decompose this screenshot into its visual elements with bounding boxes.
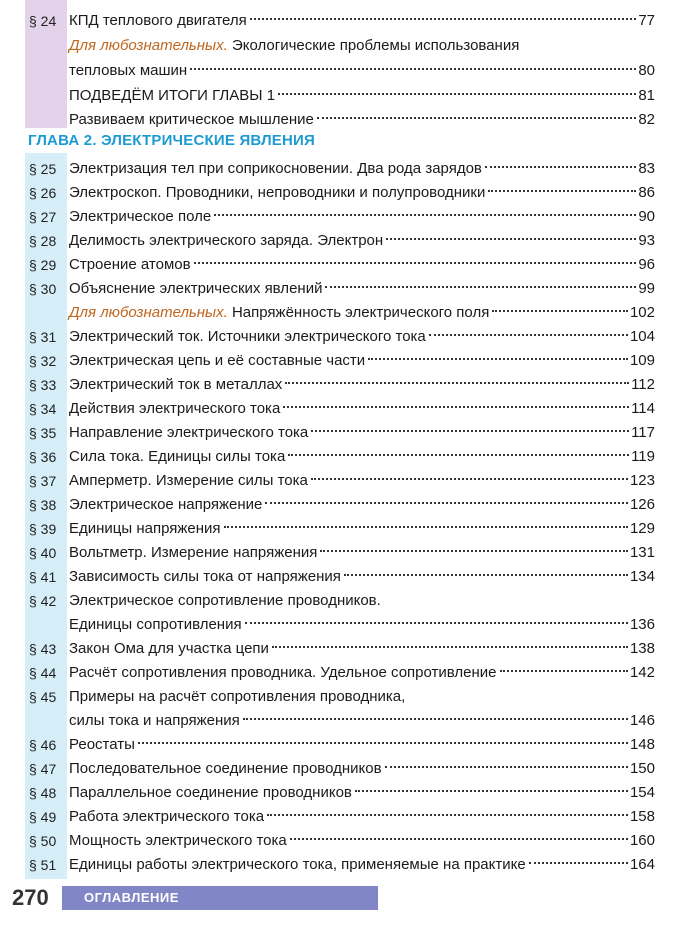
section-number: § 28 [29,233,57,249]
entry-title: тепловых машин [69,62,188,79]
section-number: § 37 [29,473,57,489]
section-number: § 45 [29,689,57,705]
page-number: 77 [638,12,655,29]
toc-entry[interactable] [25,157,655,181]
dot-leader [285,382,629,384]
toc-entry[interactable] [25,181,655,205]
page-number: 96 [638,256,655,273]
page-number: 119 [631,448,655,465]
page-number: 136 [629,616,655,633]
toc-entry-line1[interactable] [25,34,655,58]
dot-leader [138,742,628,744]
toc-entry[interactable] [25,853,655,877]
entry-title: Направление электрического тока [69,424,309,441]
page-number: 138 [629,640,655,657]
page-number: 81 [638,87,655,104]
toc-entry[interactable] [25,565,655,589]
dot-leader [288,454,629,456]
section-number: § 43 [29,641,57,657]
section-number: § 42 [29,593,57,609]
dot-leader [368,358,628,360]
footer-page-number: 270 [12,885,49,910]
entry-title: Работа электрического тока [69,808,265,825]
entry-title: Мощность электрического тока [69,832,287,849]
dot-leader [283,406,629,408]
toc-entry[interactable] [25,709,655,733]
toc-entry[interactable] [25,541,655,565]
chapter-heading[interactable]: ГЛАВА 2. ЭЛЕКТРИЧЕСКИЕ ЯВЛЕНИЯ [28,132,316,149]
section-number: § 51 [29,857,57,873]
toc-entry[interactable] [25,301,655,325]
toc-entry[interactable] [25,469,655,493]
section-number: § 40 [29,545,57,561]
curious-label: Для любознательных. [69,304,228,321]
dot-leader [355,790,628,792]
footer-section-label: ОГЛАВЛЕНИЕ [84,890,179,905]
section-number: § 48 [29,785,57,801]
section-number: § 35 [29,425,57,441]
page-number: 150 [629,760,655,777]
section-number: § 41 [29,569,57,585]
entry-title: Сила тока. Единицы силы тока [69,448,286,465]
toc-entry[interactable] [25,805,655,829]
entry-title-line1: Примеры на расчёт сопротивления проводника, [69,688,406,705]
page-number: 164 [629,856,655,873]
section-number: § 38 [29,497,57,513]
toc-entry[interactable] [25,757,655,781]
entry-title: Электроскоп. Проводники, непроводники и полупроводники [69,184,486,201]
dot-leader [290,838,628,840]
dot-leader [311,478,628,480]
page-number: 90 [638,208,655,225]
dot-leader [311,430,629,432]
toc-entry[interactable] [25,661,655,685]
dot-leader [385,766,628,768]
entry-title: Вольтметр. Измерение напряжения [69,544,318,561]
entry-title: Электризация тел при соприкосновении. Два рода зарядов [69,160,482,177]
page-number: 104 [629,328,655,345]
dot-leader [386,238,636,240]
section-number: § 26 [29,185,57,201]
entry-title: Электрический ток. Источники электрического тока [69,328,426,345]
entry-title: Делимость электрического заряда. Электрон [69,232,384,249]
dot-leader [250,18,637,20]
toc-entry[interactable] [25,829,655,853]
section-number: § 31 [29,329,57,345]
page-number: 112 [631,376,655,393]
entry-title: Развиваем критическое мышление [69,111,314,128]
page-number: 99 [638,280,655,297]
page-number: 134 [629,568,655,585]
page-number: 82 [638,111,655,128]
page-number: 102 [629,304,655,321]
section-number: § 24 [29,13,57,29]
toc-entry[interactable] [25,733,655,757]
page-number: 117 [631,424,655,441]
page-number: 129 [629,520,655,537]
dot-leader [224,526,628,528]
entry-title: Электрическая цепь и её составные части [69,352,366,369]
section-number: § 36 [29,449,57,465]
dot-leader [214,214,636,216]
entry-title: Последовательное соединение проводников [69,760,382,777]
dot-leader [344,574,628,576]
toc-entry[interactable] [25,84,655,108]
toc-entry[interactable] [25,59,655,83]
toc-entry[interactable] [25,325,655,349]
dot-leader [488,190,636,192]
toc-entry-line1[interactable] [25,685,655,709]
toc-entry[interactable] [25,349,655,373]
section-number: § 30 [29,281,57,297]
toc-entry[interactable] [25,613,655,637]
page-number: 148 [629,736,655,753]
page-number: 86 [638,184,655,201]
section-number: § 27 [29,209,57,225]
section-number: § 39 [29,521,57,537]
section-number: § 29 [29,257,57,273]
dot-leader [529,862,628,864]
page-number: 154 [629,784,655,801]
entry-title: Параллельное соединение проводников [69,784,352,801]
dot-leader [245,622,628,624]
entry-title-line1: Экологические проблемы использования [231,37,520,54]
entry-title: Электрическое поле [69,208,212,225]
toc-entry[interactable] [25,229,655,253]
toc-entry[interactable] [25,277,655,301]
dot-leader [500,670,628,672]
page-number: 109 [629,352,655,369]
entry-title: силы тока и напряжения [69,712,240,729]
dot-leader [278,93,636,95]
dot-leader [320,550,628,552]
entry-title: ПОДВЕДЁМ ИТОГИ ГЛАВЫ 1 [69,87,276,104]
page-number: 142 [629,664,655,681]
toc-entry[interactable] [25,205,655,229]
dot-leader [492,310,628,312]
dot-leader [243,718,628,720]
entry-title: Реостаты [69,736,135,753]
page-number: 146 [629,712,655,729]
dot-leader [272,646,628,648]
dot-leader [190,68,636,70]
dot-leader [265,502,628,504]
section-number: § 33 [29,377,57,393]
page-number: 158 [629,808,655,825]
toc-entry[interactable] [25,781,655,805]
toc-entry[interactable] [25,637,655,661]
page-number: 83 [638,160,655,177]
entry-title: Электрический ток в металлах [69,376,283,393]
entry-title: Строение атомов [69,256,191,273]
entry-title-line1: Электрическое сопротивление проводников. [69,592,381,609]
toc-entry[interactable] [25,253,655,277]
entry-title: Напряжённость электрического поля [231,304,490,321]
page-number: 93 [638,232,655,249]
toc-entry[interactable] [25,445,655,469]
entry-title: Единицы работы электрического тока, применяемые на практике [69,856,526,873]
toc-entry[interactable] [25,493,655,517]
entry-title: Закон Ома для участка цепи [69,640,269,657]
entry-title: Зависимость силы тока от напряжения [69,568,341,585]
toc-entry[interactable] [25,373,655,397]
toc-entry-line1[interactable] [25,589,655,613]
toc-entry[interactable] [25,9,655,33]
entry-title: Объяснение электрических явлений [69,280,323,297]
entry-title: Единицы напряжения [69,520,221,537]
entry-title: Расчёт сопротивления проводника. Удельное сопротивление [69,664,497,681]
entry-title: КПД теплового двигателя [69,12,247,29]
dot-leader [325,286,636,288]
page-number: 80 [638,62,655,79]
dot-leader [485,166,636,168]
page-number: 114 [631,400,655,417]
section-number: § 50 [29,833,57,849]
section-number: § 47 [29,761,57,777]
section-number: § 32 [29,353,57,369]
dot-leader [194,262,637,264]
entry-title: Электрическое напряжение [69,496,263,513]
page-number: 126 [629,496,655,513]
toc-entry[interactable] [25,108,655,132]
page-number: 131 [629,544,655,561]
page-number: 123 [629,472,655,489]
section-number: § 25 [29,161,57,177]
toc-entry[interactable] [25,397,655,421]
section-number: § 49 [29,809,57,825]
curious-label: Для любознательных. [69,37,228,54]
entry-title: Амперметр. Измерение силы тока [69,472,308,489]
toc-entry[interactable] [25,421,655,445]
section-number: § 44 [29,665,57,681]
section-number: § 34 [29,401,57,417]
section-number: § 46 [29,737,57,753]
dot-leader [267,814,628,816]
page-number: 160 [629,832,655,849]
toc-entry[interactable] [25,517,655,541]
entry-title: Единицы сопротивления [69,616,242,633]
entry-title: Действия электрического тока [69,400,281,417]
dot-leader [429,334,628,336]
dot-leader [317,117,636,119]
